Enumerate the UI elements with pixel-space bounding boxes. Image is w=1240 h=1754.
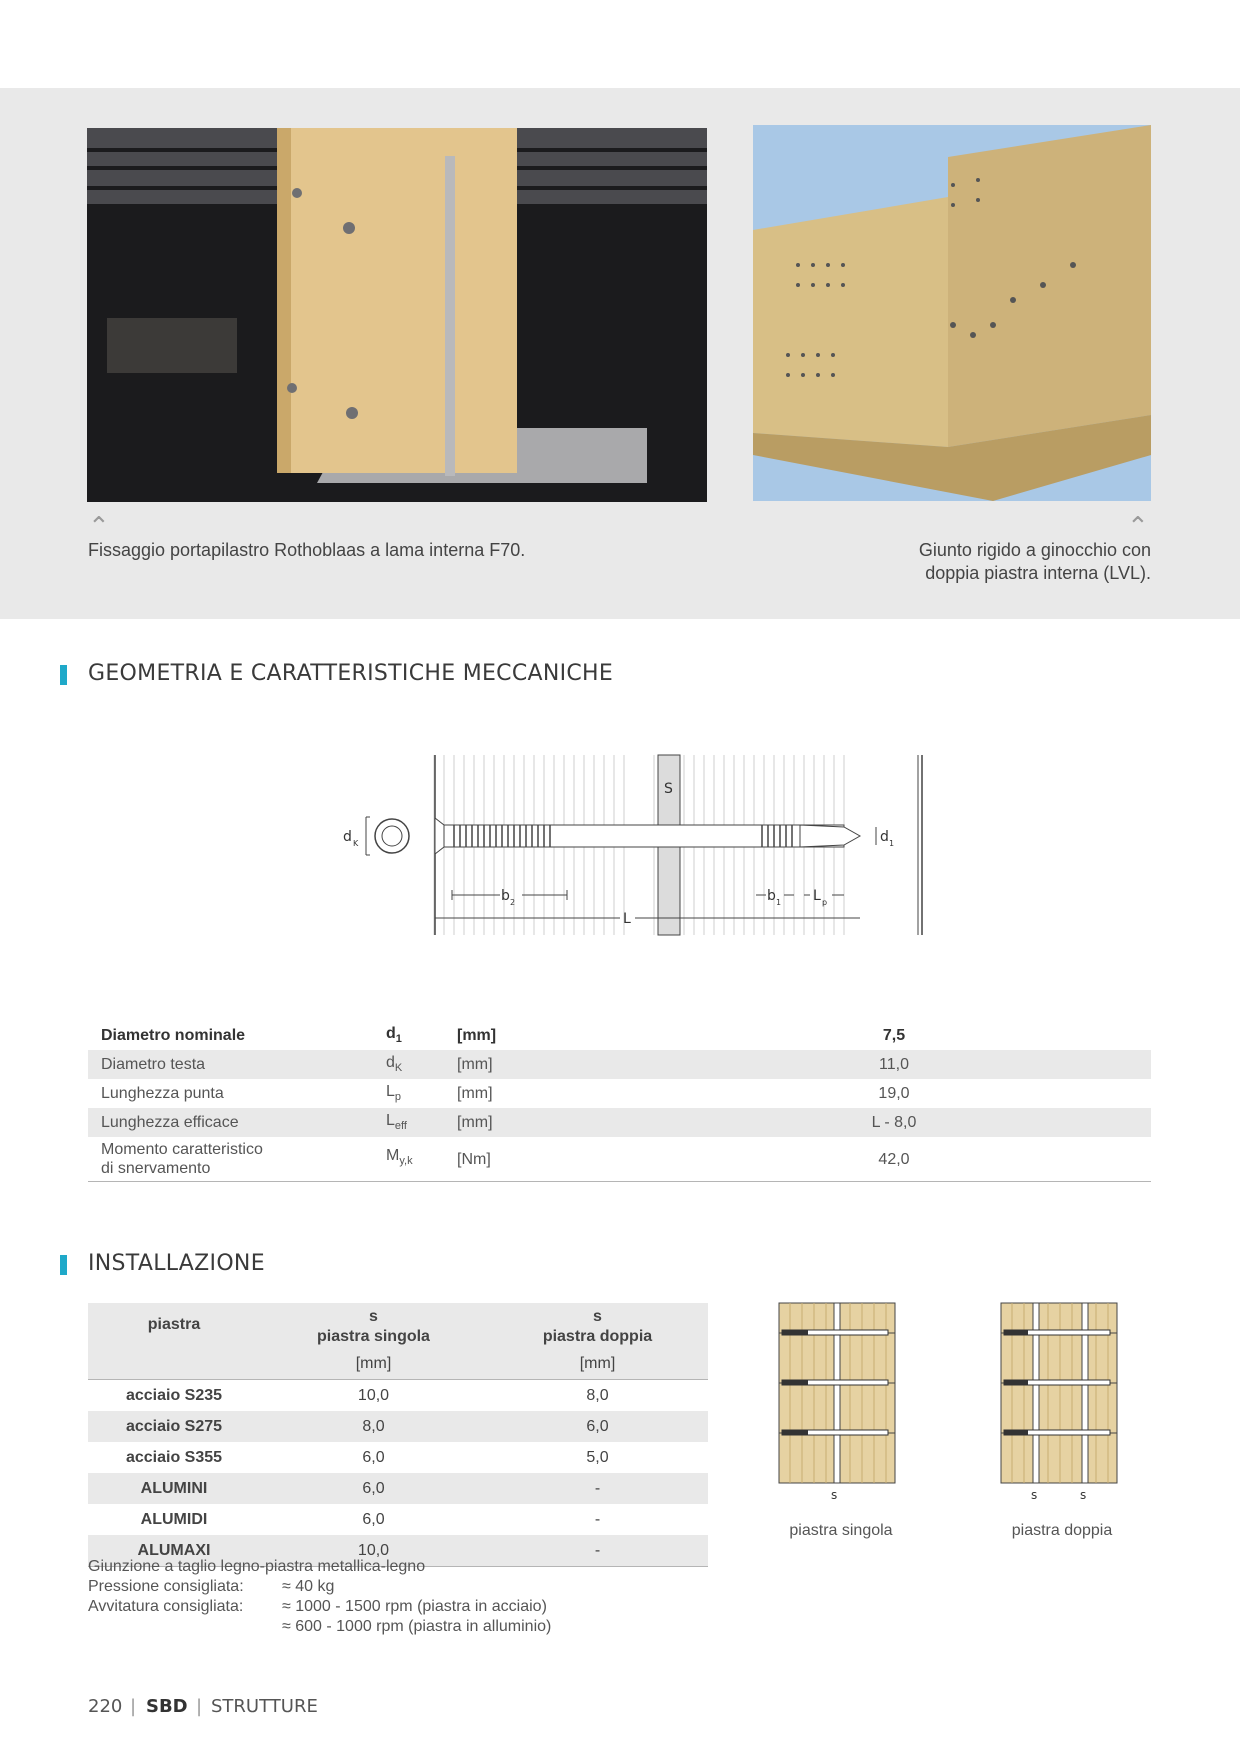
spec-name: Diametro nominale xyxy=(101,1026,246,1044)
caret-up-icon: ⌃ xyxy=(88,511,110,541)
spec-table xyxy=(88,1021,1151,1182)
spec-symbol: $d_K$ xyxy=(373,1050,444,1079)
photo-post-base xyxy=(87,128,707,502)
diagram-label-double: piastra doppia xyxy=(1011,1522,1113,1539)
plate-material: ALUMINI xyxy=(88,1473,260,1504)
table-row xyxy=(88,1079,1151,1108)
note-joint-type: Giunzione a taglio legno-piastra metallica-legno xyxy=(88,1558,426,1575)
photo-caption-left: Fissaggio portapilastro Rothoblaas a lama interna F70. xyxy=(88,540,526,560)
table-row xyxy=(88,1411,708,1442)
s-single: 8,0 xyxy=(260,1411,487,1442)
section-title-geometry: GEOMETRIA E CARATTERISTICHE MECCANICHE xyxy=(88,661,614,686)
spec-value: 11,0 xyxy=(637,1050,1151,1079)
footer-divider: | xyxy=(196,1696,203,1717)
caption-line: doppia piastra interna (LVL). xyxy=(925,563,1151,583)
note-pressure-label: Pressione consigliata: xyxy=(88,1578,244,1595)
spec-symbol: $d_1$ xyxy=(386,1025,402,1046)
plate-material: acciaio S355 xyxy=(125,1448,223,1466)
dim-label-d1-sub: 1 xyxy=(889,839,895,848)
s-marker: s xyxy=(1031,1488,1038,1502)
s-double: 8,0 xyxy=(487,1380,708,1412)
page-number: 220 xyxy=(88,1696,123,1717)
note-screwing-value: ≈ 1000 - 1500 rpm (piastra in acciaio) xyxy=(282,1598,547,1615)
spec-symbol: $M_{y,k}$ xyxy=(373,1137,444,1182)
dim-label-l: L xyxy=(623,911,631,927)
note-pressure-value: ≈ 40 kg xyxy=(282,1578,335,1595)
col-header-piastra: piastra xyxy=(88,1303,260,1380)
spec-name: Lunghezza efficace xyxy=(88,1108,373,1137)
dim-label-lp-sub: p xyxy=(822,898,828,907)
spec-name: Momento caratteristico di snervamento xyxy=(88,1137,373,1182)
plate-material: acciaio S235 xyxy=(88,1380,260,1412)
table-row xyxy=(88,1021,1151,1050)
plate-material: ALUMAXI xyxy=(88,1535,260,1567)
dim-label-s: S xyxy=(664,781,673,797)
diagram-double-plate xyxy=(1000,1302,1120,1512)
dim-label-lp: L xyxy=(813,888,821,904)
s-double: - xyxy=(487,1473,708,1504)
table-row xyxy=(88,1442,708,1473)
photo-caption-right xyxy=(919,539,1151,585)
s-single: 6,0 xyxy=(362,1448,385,1466)
caret-up-icon: ⌃ xyxy=(1127,511,1149,541)
s-double: 5,0 xyxy=(586,1448,609,1466)
dim-label-b2-sub: 2 xyxy=(510,898,516,907)
table-row xyxy=(88,1504,708,1535)
footer-divider: | xyxy=(130,1696,137,1717)
spec-value: 19,0 xyxy=(878,1084,910,1102)
photo-knee-joint xyxy=(753,125,1151,501)
spec-unit: [mm] xyxy=(457,1084,493,1102)
note-screwing-label: Avvitatura consigliata: xyxy=(88,1598,244,1615)
spec-unit: [mm] xyxy=(444,1050,637,1079)
note-screwing-value: ≈ 600 - 1000 rpm (piastra in alluminio) xyxy=(282,1618,552,1635)
spec-symbol: $L_p$ xyxy=(386,1083,402,1104)
table-row xyxy=(88,1050,1151,1079)
footer-category: STRUTTURE xyxy=(211,1696,318,1717)
unit-header: [mm] xyxy=(487,1348,708,1380)
diagram-label-single: piastra singola xyxy=(789,1522,893,1539)
dim-label-dk-sub: K xyxy=(353,839,359,848)
spec-unit: [Nm] xyxy=(444,1137,637,1182)
spec-name: Lunghezza punta xyxy=(101,1084,224,1102)
section-marker xyxy=(60,1255,67,1275)
dim-label-dk: d xyxy=(343,829,352,845)
dim-label-b2: b xyxy=(501,888,510,904)
table-row xyxy=(88,1380,708,1412)
s-single: 6,0 xyxy=(362,1510,385,1528)
s-double: 6,0 xyxy=(487,1411,708,1442)
s-single: 10,0 xyxy=(260,1380,487,1412)
installation-table xyxy=(88,1303,708,1567)
dim-label-b1: b xyxy=(767,888,776,904)
plate-material: ALUMIDI xyxy=(140,1510,208,1528)
spec-unit: [mm] xyxy=(444,1108,637,1137)
s-marker: s xyxy=(1080,1488,1087,1502)
s-marker: s xyxy=(831,1488,838,1502)
diagram-single-plate xyxy=(778,1302,898,1512)
screw-drawing xyxy=(330,745,930,945)
spec-unit: [mm] xyxy=(457,1026,497,1044)
dim-label-d1: d xyxy=(880,829,889,845)
caption-line: Giunto rigido a ginocchio con xyxy=(918,540,1151,560)
spec-value: 42,0 xyxy=(637,1137,1151,1182)
spec-value: 7,5 xyxy=(882,1026,906,1044)
spec-value: L - 8,0 xyxy=(637,1108,1151,1137)
dim-label-b1-sub: 1 xyxy=(776,898,782,907)
s-double: - xyxy=(594,1510,601,1528)
plate-material: acciaio S275 xyxy=(88,1411,260,1442)
section-marker xyxy=(60,665,67,685)
spec-symbol: $L_{eff}$ xyxy=(373,1108,444,1137)
s-single: 6,0 xyxy=(260,1473,487,1504)
table-row xyxy=(88,1137,1151,1182)
s-single: 10,0 xyxy=(260,1535,487,1567)
section-title-installation: INSTALLAZIONE xyxy=(88,1251,265,1276)
table-row xyxy=(88,1108,1151,1137)
spec-name: Diametro testa xyxy=(88,1050,373,1079)
table-row xyxy=(88,1473,708,1504)
col-header-single: s piastra singola xyxy=(260,1303,487,1348)
s-double: - xyxy=(487,1535,708,1567)
footer-product: SBD xyxy=(146,1696,188,1717)
table-header-row xyxy=(88,1303,708,1348)
col-header-double: s piastra doppia xyxy=(487,1303,708,1348)
unit-header: [mm] xyxy=(260,1348,487,1380)
